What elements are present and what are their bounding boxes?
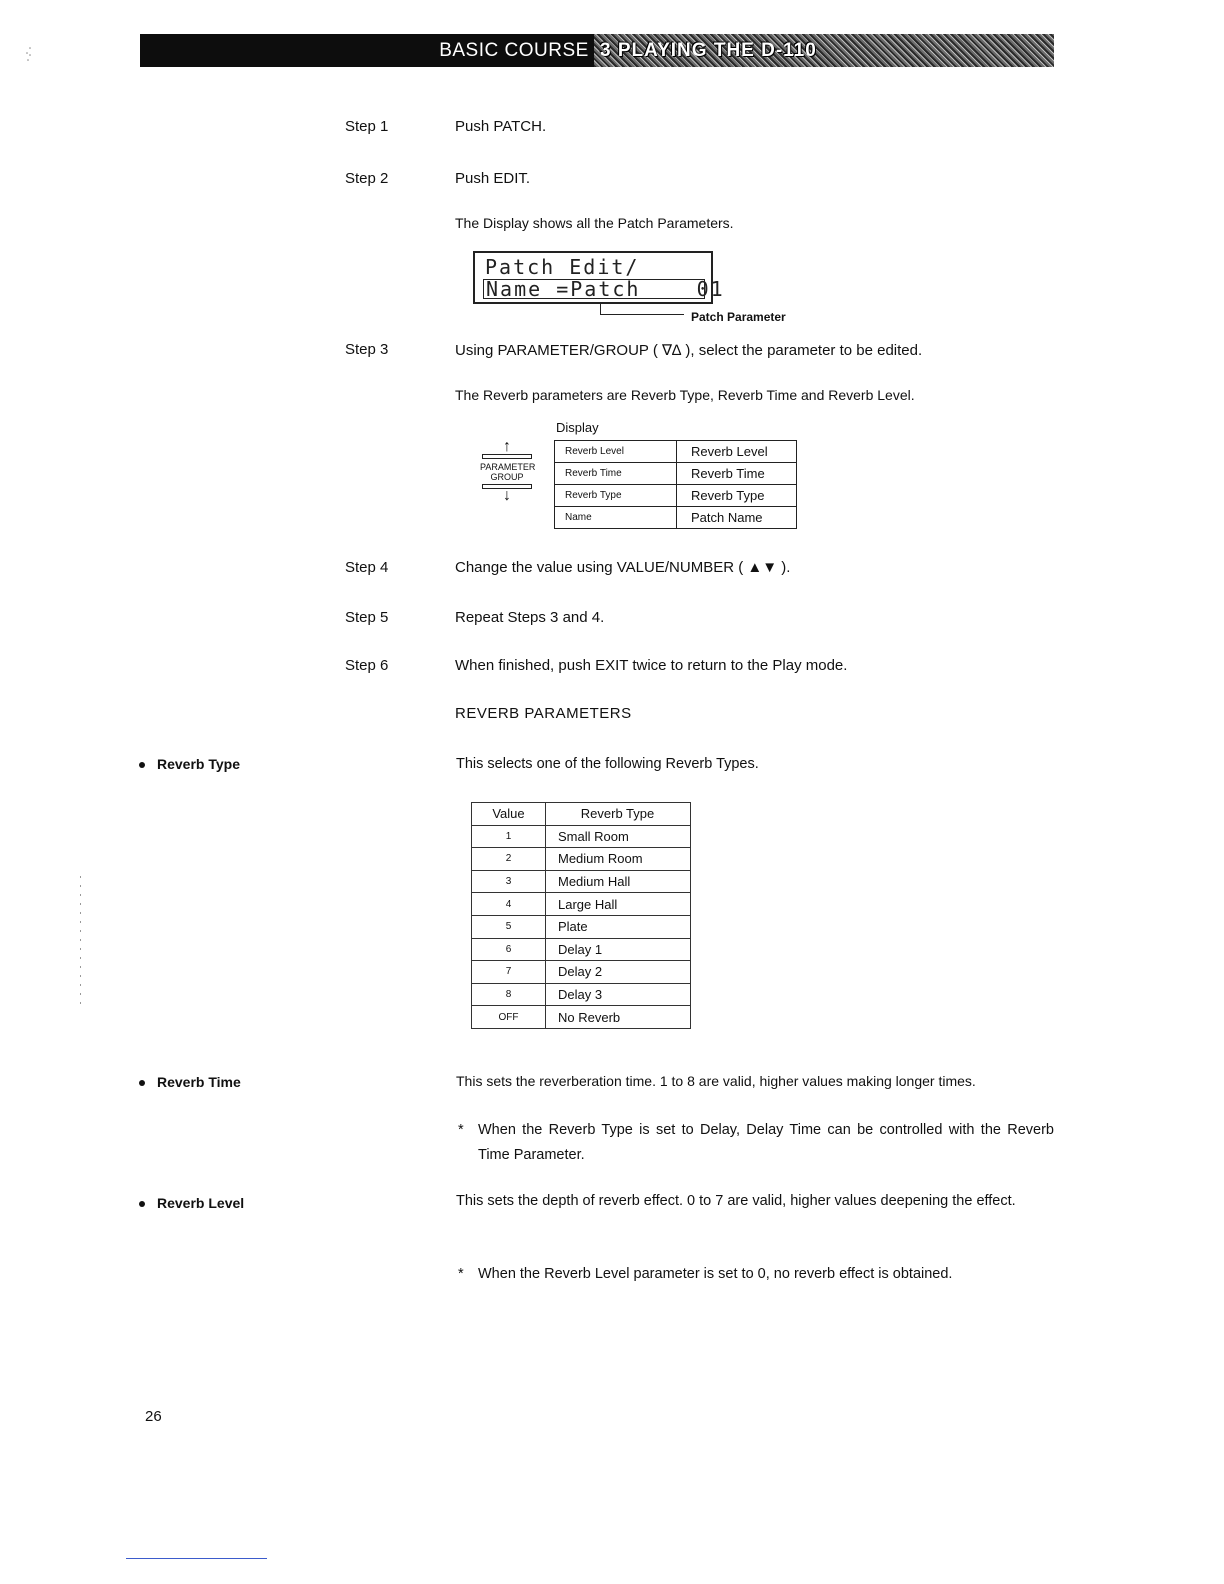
table-cell: Medium Hall <box>546 870 691 893</box>
reverb-level-description: This sets the depth of reverb effect. 0 to 7 are valid, higher values deepening the effect. <box>456 1193 1016 1209</box>
reverb-type-description: This selects one of the following Reverb Types. <box>456 756 759 772</box>
reverb-type-table <box>471 802 691 1029</box>
lcd-line-1: Patch Edit/ <box>485 255 640 279</box>
table-cell: Reverb Type <box>677 485 797 507</box>
parameter-display-table <box>554 440 797 529</box>
table-cell: Large Hall <box>546 893 691 916</box>
reverb-level-note <box>458 1262 1056 1287</box>
bullet-icon <box>139 1080 145 1086</box>
label-text: Reverb Type <box>157 756 240 772</box>
parameter-group-control <box>480 438 534 505</box>
column-header: Value <box>472 803 546 826</box>
header-section-title: BASIC COURSE <box>439 40 589 61</box>
table-row <box>555 441 797 463</box>
reverb-time-note <box>458 1118 1056 1168</box>
step-label: Step 2 <box>345 170 389 187</box>
table-row <box>472 961 691 984</box>
control-label: PARAMETER <box>480 462 536 472</box>
note-marker: * <box>458 1122 464 1138</box>
column-header: Reverb Type <box>546 803 691 826</box>
table-row <box>472 983 691 1006</box>
table-cell: 6 <box>472 938 546 961</box>
table-cell: 1 <box>472 825 546 848</box>
label-text: Reverb Time <box>157 1074 241 1090</box>
display-intro: The Display shows all the Patch Parameters. <box>455 215 734 231</box>
lcd-caption: Patch Parameter <box>691 310 786 324</box>
reverb-time-label <box>139 1074 241 1090</box>
table-cell: Reverb Type <box>555 485 677 507</box>
table-cell: 7 <box>472 961 546 984</box>
table-cell: 4 <box>472 893 546 916</box>
reverb-time-description: This sets the reverberation time. 1 to 8 are valid, higher values making longer times. <box>456 1073 976 1089</box>
step-text: Repeat Steps 3 and 4. <box>455 609 605 626</box>
step-text: Change the value using VALUE/NUMBER ( ▲▼ ). <box>455 559 791 576</box>
bullet-icon <box>139 1201 145 1207</box>
note-marker: * <box>458 1266 464 1282</box>
table-cell: Medium Room <box>546 848 691 871</box>
table-cell: Reverb Time <box>677 463 797 485</box>
table-header-row <box>472 803 691 826</box>
step-label: Step 6 <box>345 657 389 674</box>
table-cell: OFF <box>472 1006 546 1029</box>
display-label: Display <box>556 420 599 435</box>
step-text: When finished, push EXIT twice to return to the Play mode. <box>455 657 848 674</box>
table-row <box>472 870 691 893</box>
reverb-type-label <box>139 756 240 772</box>
table-cell: 3 <box>472 870 546 893</box>
table-cell: Reverb Level <box>677 441 797 463</box>
table-row <box>555 507 797 529</box>
margin-rule <box>80 876 81 1004</box>
table-cell: Delay 2 <box>546 961 691 984</box>
table-cell: No Reverb <box>546 1006 691 1029</box>
step-text: Push PATCH. <box>455 118 547 135</box>
step-label: Step 3 <box>345 341 389 358</box>
arrow-down-icon: ↓ <box>503 487 511 504</box>
table-row <box>555 485 797 507</box>
lcd-display <box>473 251 725 304</box>
footer-rule <box>126 1558 267 1559</box>
table-row <box>472 893 691 916</box>
table-row <box>555 463 797 485</box>
note-text: When the Reverb Level parameter is set to 0, no reverb effect is obtained. <box>478 1266 953 1282</box>
table-cell: 2 <box>472 848 546 871</box>
control-label: GROUP <box>490 472 524 482</box>
table-cell: Delay 1 <box>546 938 691 961</box>
scan-speck <box>24 46 32 62</box>
table-cell: Plate <box>546 915 691 938</box>
table-cell: 8 <box>472 983 546 1006</box>
table-cell: Name <box>555 507 677 529</box>
page-number: 26 <box>145 1408 162 1425</box>
header-chapter-title: 3 PLAYING THE D-110 <box>600 40 817 61</box>
table-cell: Reverb Level <box>555 441 677 463</box>
table-row <box>472 915 691 938</box>
section-heading: REVERB PARAMETERS <box>455 705 632 722</box>
lcd-line-2: Name =Patch 01 <box>483 279 705 299</box>
step-label: Step 4 <box>345 559 389 576</box>
reverb-intro: The Reverb parameters are Reverb Type, Reverb Time and Reverb Level. <box>455 387 915 403</box>
table-cell: Reverb Time <box>555 463 677 485</box>
arrow-up-icon: ↑ <box>503 438 511 455</box>
note-text: When the Reverb Type is set to Delay, Delay Time can be controlled with the Reverb Time Parameter. <box>478 1122 1054 1163</box>
bullet-icon <box>139 762 145 768</box>
table-cell: Small Room <box>546 825 691 848</box>
step-text: Push EDIT. <box>455 170 531 187</box>
step-label: Step 5 <box>345 609 389 626</box>
step-text: Using PARAMETER/GROUP ( ∇∆ ), select the parameter to be edited. <box>455 342 923 359</box>
lcd-pointer-line <box>600 314 684 315</box>
table-row <box>472 848 691 871</box>
table-cell: Patch Name <box>677 507 797 529</box>
table-cell: 5 <box>472 915 546 938</box>
table-cell: Delay 3 <box>546 983 691 1006</box>
table-row <box>472 825 691 848</box>
step-label: Step 1 <box>345 118 389 135</box>
table-row <box>472 1006 691 1029</box>
table-row <box>472 938 691 961</box>
label-text: Reverb Level <box>157 1195 245 1211</box>
reverb-level-label <box>139 1195 244 1211</box>
